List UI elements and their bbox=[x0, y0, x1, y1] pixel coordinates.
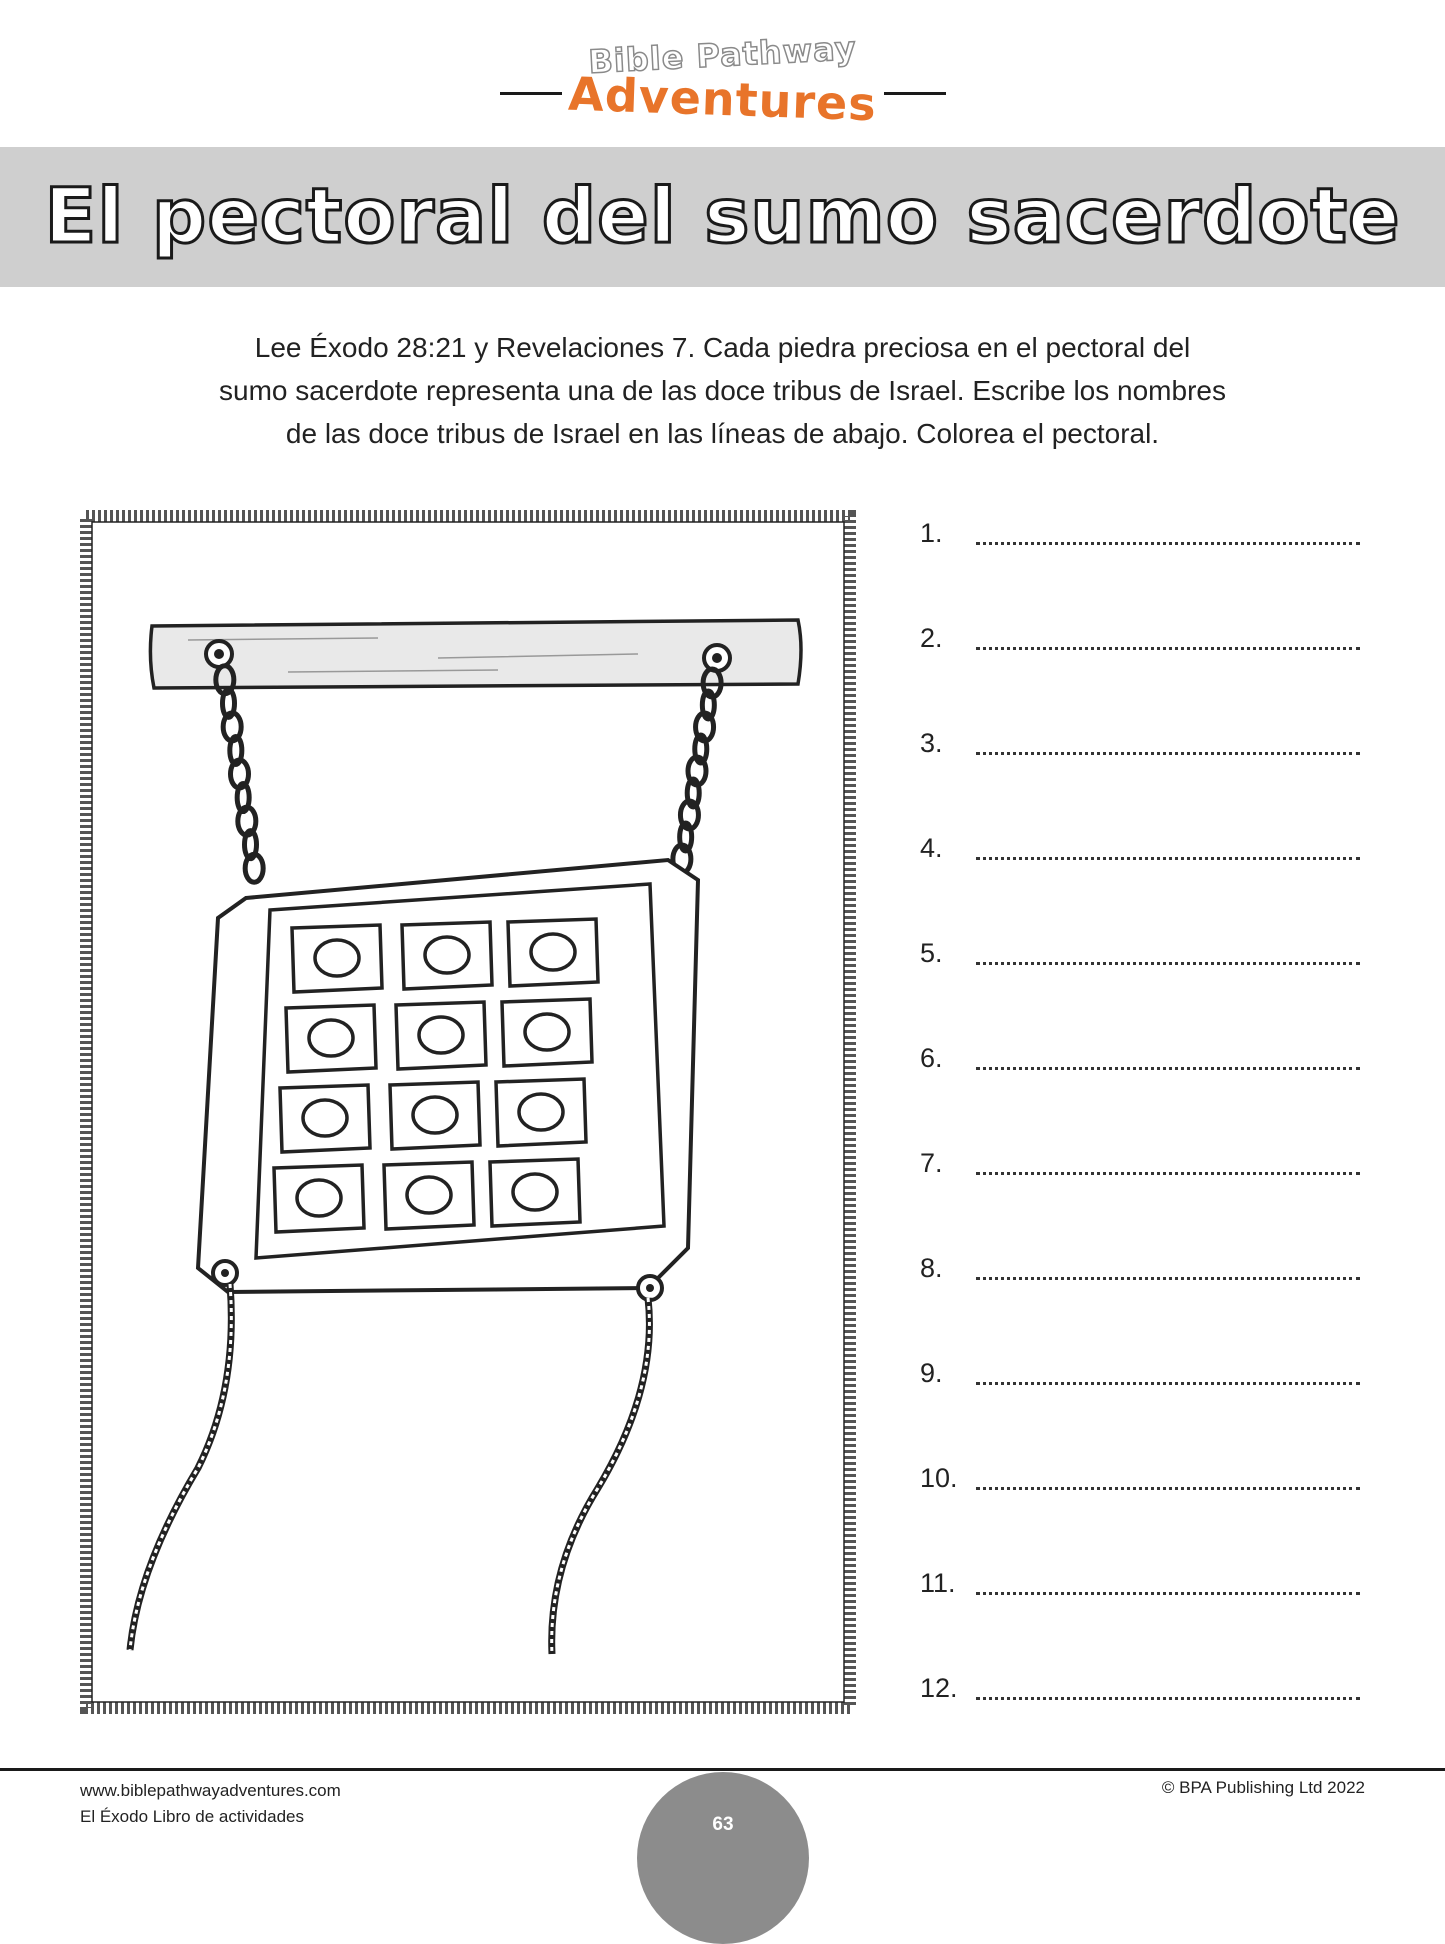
gemstone bbox=[508, 919, 598, 986]
gemstone bbox=[402, 922, 492, 989]
answer-dotted-line[interactable] bbox=[976, 647, 1360, 650]
answer-dotted-line[interactable] bbox=[976, 1592, 1360, 1595]
instructions-line-1: Lee Éxodo 28:21 y Revelaciones 7. Cada piedra preciosa en el pectoral del bbox=[254, 332, 1191, 363]
chain-links bbox=[216, 666, 721, 882]
answer-line[interactable] bbox=[920, 1457, 1370, 1497]
gemstone bbox=[292, 925, 382, 992]
answer-number: 2. bbox=[920, 623, 943, 653]
answer-dotted-line[interactable] bbox=[976, 857, 1360, 860]
answer-number: 12. bbox=[920, 1673, 958, 1703]
answer-dotted-line[interactable] bbox=[976, 1382, 1360, 1385]
answer-dotted-line[interactable] bbox=[976, 1697, 1360, 1700]
page-number-badge bbox=[637, 1772, 809, 1944]
answer-dotted-line[interactable] bbox=[976, 752, 1360, 755]
answer-number: 6. bbox=[920, 1043, 943, 1073]
brand-name-top: Bible Pathway bbox=[587, 29, 858, 81]
gemstone bbox=[280, 1085, 370, 1152]
answer-line[interactable] bbox=[920, 1562, 1370, 1602]
answer-number: 5. bbox=[920, 938, 943, 968]
instructions-line-3: de las doce tribus de Israel en las líneas de abajo. Colorea el pectoral. bbox=[285, 418, 1160, 449]
answer-line[interactable] bbox=[920, 1247, 1370, 1287]
answer-line[interactable] bbox=[920, 722, 1370, 762]
gemstone bbox=[384, 1162, 474, 1229]
answer-line[interactable] bbox=[920, 932, 1370, 972]
answer-dotted-line[interactable] bbox=[976, 962, 1360, 965]
gemstone bbox=[496, 1079, 586, 1146]
footer-left bbox=[80, 1778, 341, 1830]
answer-line[interactable] bbox=[920, 1667, 1370, 1707]
answer-line[interactable] bbox=[920, 617, 1370, 657]
illustration-frame bbox=[78, 508, 858, 1718]
answer-number: 7. bbox=[920, 1148, 943, 1178]
gemstone bbox=[502, 999, 592, 1066]
footer-website[interactable]: www.biblepathwayadventures.com bbox=[80, 1781, 341, 1800]
answer-line[interactable] bbox=[920, 1037, 1370, 1077]
instructions bbox=[120, 326, 1325, 455]
page-title: El pectoral del sumo sacerdote bbox=[44, 171, 1401, 260]
answer-number: 1. bbox=[920, 518, 943, 548]
answer-line[interactable] bbox=[920, 1352, 1370, 1392]
gemstone bbox=[490, 1159, 580, 1226]
page-number: 63 bbox=[712, 1814, 734, 1835]
answer-dotted-line[interactable] bbox=[976, 1172, 1360, 1175]
gemstone bbox=[274, 1165, 364, 1232]
answer-line[interactable] bbox=[920, 827, 1370, 867]
brand-name-bottom: Adventures bbox=[567, 66, 878, 132]
answer-number: 9. bbox=[920, 1358, 943, 1388]
footer-book-title: El Éxodo Libro de actividades bbox=[80, 1807, 304, 1826]
gemstone bbox=[286, 1005, 376, 1072]
answer-dotted-line[interactable] bbox=[976, 1487, 1360, 1490]
answer-number: 8. bbox=[920, 1253, 943, 1283]
answer-number: 10. bbox=[920, 1463, 958, 1493]
footer-rule bbox=[0, 1768, 1445, 1771]
answer-dotted-line[interactable] bbox=[976, 1277, 1360, 1280]
gemstone bbox=[390, 1082, 480, 1149]
footer-copyright: © BPA Publishing Ltd 2022 bbox=[1161, 1778, 1365, 1797]
answer-number: 11. bbox=[920, 1568, 956, 1598]
answer-line[interactable] bbox=[920, 512, 1370, 552]
instructions-line-2: sumo sacerdote representa una de las doce tribus de Israel. Escribe los nombres bbox=[219, 375, 1226, 406]
breastplate-coloring-icon bbox=[78, 508, 858, 1718]
title-band bbox=[0, 147, 1445, 287]
answer-dotted-line[interactable] bbox=[976, 542, 1360, 545]
brand-logo bbox=[0, 28, 1445, 138]
answer-number: 3. bbox=[920, 728, 943, 758]
answer-line[interactable] bbox=[920, 1142, 1370, 1182]
logo-dash-right bbox=[884, 92, 946, 95]
gemstone bbox=[396, 1002, 486, 1069]
answer-number: 4. bbox=[920, 833, 943, 863]
answer-dotted-line[interactable] bbox=[976, 1067, 1360, 1070]
